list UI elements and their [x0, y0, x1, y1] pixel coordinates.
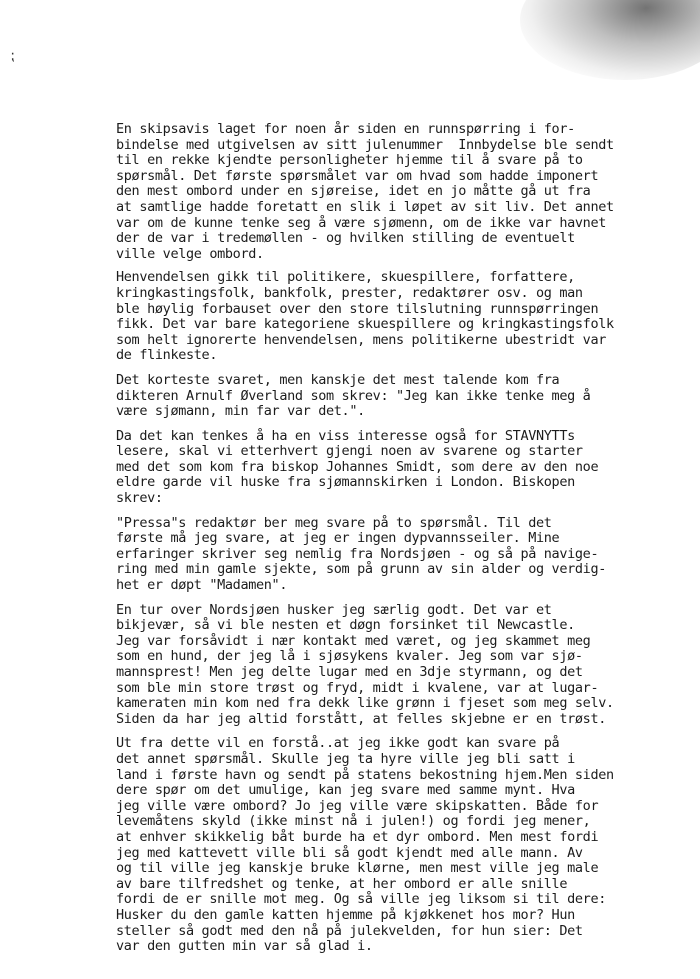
paragraph-4: Da det kan tenkes å ha en viss interesse også for STAVNYTTs lesere, skal vi etterhvert gjengi noen av svarene og starter med det som kom fra biskop Johannes Smidt, som dere av den noe eldre garde vil huske fra sjømannskirken i London. Biskopen skrev:	[116, 427, 599, 507]
paragraph-7: Ut fra dette vil en forstå..at jeg ikke godt kan svare på det annet spørsmål. Skulle jeg ta hyre ville jeg bli satt i land i første havn og sendt på statens bekostning hjem.Men siden dere spør om det umulige, kan jeg svare med samme mynt. Hva jeg ville være ombord? Jo jeg ville være skipskatten. Både for levemåtens skyld (ikke minst nå i julen!) og fordi jeg mener, at enhver skikkelig båt burde ha et dyr ombord. Men mest fordi jeg med kattevett ville bli så godt kjendt med alle mann. Av og til ville jeg kanskje bruke klørne, men mest ville jeg male av bare tilfredshet og tenke, at her ombord er alle snille fordi de er snille mot meg. Og så ville jeg liksom si til dere: Husker du den gamle katten hjemme på kjøkkenet hos mor? Hun steller så godt med den nå på julekvelden, for hun sier: Det var den gutten min var så glad i.	[116, 735, 614, 955]
paragraph-6: En tur over Nordsjøen husker jeg særlig godt. Det var et bikjevær, så vi ble nesten et døgn forsinket til Newcastle. Jeg var forsåvidt i nær kontakt med været, og jeg skammet meg som en hund, der jeg lå i sjøsykens kvaler. Jeg som var sjø- mannsprest! Men jeg delte lugar med en 3dje styrmann, og det som ble min store trøst og fryd, midt i kvalene, var at lugar- kameraten min kom ned fra dekk like grønn i fjeset som meg selv. Siden da har jeg altid forstått, at felles skjebne er en trøst.	[116, 601, 614, 727]
paragraph-1: En skipsavis laget for noen år siden en runnspørring i for- bindelse med utgivelsen av sitt julenummer Innbydelse ble sendt til en rekke kjendte personligheter hjemme til å svare på to spørsmål. Det første spørsmålet var om hvad som hadde imponert den mest ombord under en sjøreise, idet en jo måtte gå ut fra at samtlige hadde foretatt en slik i løpet av sit liv. Det annet var om de kunne tenke seg å være sjømenn, om de ikke var havnet der de var i tredemøllen - og hvilken stilling de eventuelt ville velge ombord.	[116, 121, 614, 262]
margin-mark: ⁏	[10, 48, 15, 64]
paragraph-3: Det korteste svaret, men kanskje det mest talende kom fra dikteren Arnulf Øverland som skrev: "Jeg kan ikke tenke meg å være sjømann, min far var det.".	[116, 371, 591, 420]
paragraph-2: Henvendelsen gikk til politikere, skuespillere, forfattere, kringkastingsfolk, bankfolk, prester, redaktører osv. og man ble høylig forbauset over den store tilslutning runnspørringen fikk. Det var bare kategoriene skuespillere og kringkastingsfolk som helt ignorerte henvendelsen, mens politikerne ubestridt var de flinkeste.	[116, 269, 614, 364]
ink-smudge	[520, 0, 700, 80]
document-body	[116, 122, 676, 964]
paragraph-5: "Pressa"s redaktør ber meg svare på to spørsmål. Til det første må jeg svare, at jeg er ingen dypvannsseiler. Mine erfaringer skriver seg nemlig fra Nordsjøen - og så på navige- ring med min gamle sjekte, som på grunn av sin alder og verdig- het er døpt "Madamen".	[116, 514, 606, 594]
